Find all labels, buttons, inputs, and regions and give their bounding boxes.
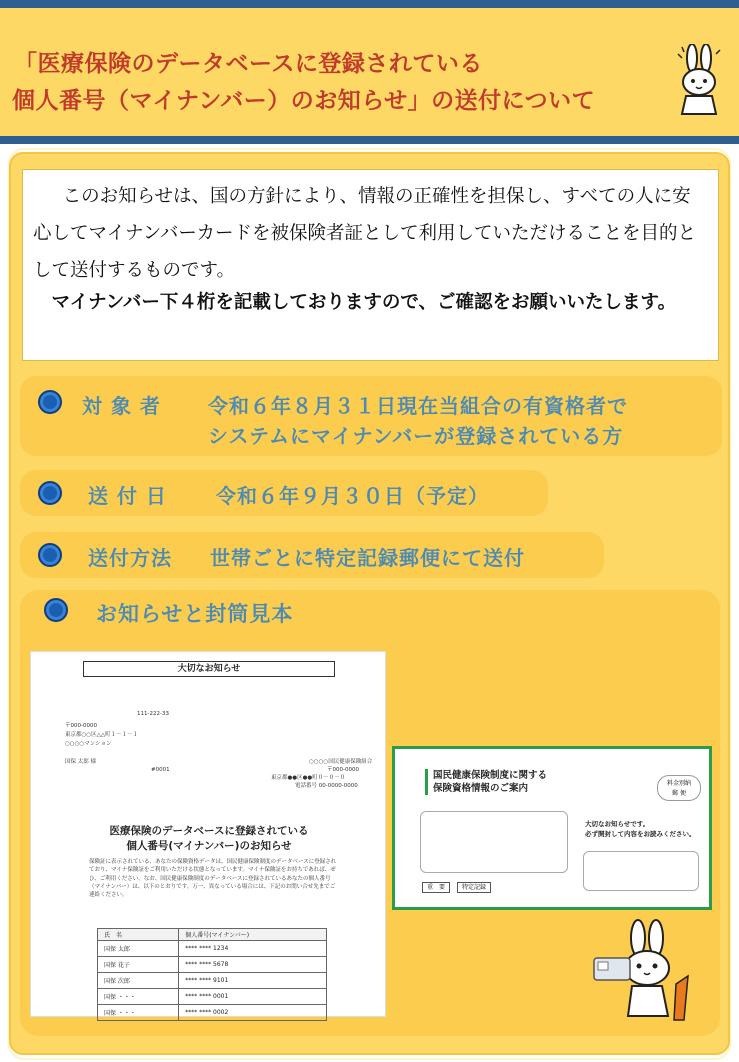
letter-recipient: 国保 太郎 様: [65, 759, 96, 765]
table-header-row: [98, 929, 327, 941]
table-cell: **** **** 5678: [179, 957, 327, 973]
letter-address1: 東京都○○区△△町１－１－１: [65, 732, 139, 738]
bullet-dot-icon: [38, 390, 62, 414]
mynumber-table: [97, 928, 327, 1021]
table-cell: **** **** 0001: [179, 989, 327, 1005]
letter-sender2: 〒000-0000: [327, 767, 359, 773]
intro-paragraph: このお知らせは、国の方針により、情報の正確性を担保し、すべての人に安心してマイナンバーカードを被保険者証として利用していただけることを目的として送付するものです。: [33, 186, 697, 281]
envelope-title: [425, 769, 547, 795]
target-label: 対 象 者: [82, 394, 161, 418]
table-cell: 国保 次郎: [98, 973, 179, 989]
important-tag: 重 要: [422, 882, 450, 893]
target-line1: 令和６年８月３１日現在当組合の有資格者で: [208, 394, 628, 418]
target-line2: システムにマイナンバーが登録されている方: [208, 424, 624, 448]
header-bottom-strip: [0, 136, 739, 144]
table-row: [98, 973, 327, 989]
table-header: 個人番号(マイナンバー): [179, 929, 327, 941]
target-item: [20, 376, 722, 456]
sample-letter: [30, 651, 386, 1017]
table-row: [98, 957, 327, 973]
table-cell: **** **** 0002: [179, 1005, 327, 1021]
letter-sender3: 東京都●●区●●町０－０－０: [271, 775, 346, 781]
address-window: [420, 811, 568, 873]
envelope-title-line1: 国民健康保険制度に関する: [433, 770, 548, 781]
envelope-title-line2: 保険資格情報のご案内: [433, 783, 529, 794]
letter-code: 111-222-33: [137, 711, 169, 717]
table-row: [98, 1005, 327, 1021]
envelope-note: [585, 819, 696, 839]
envelope-note-line1: 大切なお知らせです。: [585, 820, 650, 828]
letter-sender4: 電話番号 00-0000-0000: [295, 783, 358, 789]
table-cell: 国保 太郎: [98, 941, 179, 957]
send-date-item: [20, 470, 548, 516]
letter-number: #0001: [151, 767, 170, 773]
bullet-dot-icon: [44, 598, 68, 622]
mascot-rabbit-icon: [676, 44, 724, 118]
letter-address2: ○○○○マンション: [65, 741, 112, 747]
sender-window: [583, 851, 699, 891]
mascot-rabbit-card-icon: [592, 918, 702, 1028]
letter-heading1: 医療保険のデータベースに登録されている: [109, 825, 309, 837]
stamp-line2: 郵 便: [672, 790, 686, 797]
header-top-strip: [0, 0, 739, 8]
send-method-item: [20, 532, 604, 578]
envelope-note-line2: 必ず開封して内容をお読みください。: [585, 830, 696, 838]
method-label: 送付方法: [88, 546, 172, 570]
date-value: 令和６年９月３０日（予定）: [216, 484, 489, 508]
stamp-line1: 料金別納: [666, 780, 691, 787]
postage-stamp-mark: [657, 775, 701, 801]
table-cell: **** **** 9101: [179, 973, 327, 989]
intro-notice: マイナンバー下４桁を記載しておりますので、ご確認をお願いいたします。: [51, 292, 677, 313]
letter-postal: 〒000-0000: [65, 723, 97, 729]
table-cell: **** **** 1234: [179, 941, 327, 957]
table-cell: 国保 花子: [98, 957, 179, 973]
certified-mail-tag: 特定記録: [457, 882, 491, 893]
page-title: [14, 46, 694, 120]
method-value: 世帯ごとに特定記録郵便にて送付: [210, 546, 525, 570]
table-cell: 国保 ・・・: [98, 989, 179, 1005]
letter-sender1: ○○○○国民健康保険組合: [309, 759, 373, 765]
letter-title: 大切なお知らせ: [83, 661, 335, 677]
table-cell: 国保 ・・・: [98, 1005, 179, 1021]
table-row: [98, 989, 327, 1005]
page-title-line2: 個人番号（マイナンバー）のお知らせ」の送付について: [12, 88, 596, 114]
bullet-dot-icon: [38, 481, 62, 505]
sample-envelope: [392, 746, 712, 910]
table-row: [98, 941, 327, 957]
page-header: [0, 8, 739, 136]
letter-body: 保険証に表示されている、あなたの保険資格データは、国民健康保険制度のデータベースに登録されており、マイナ保険証をご利用いただける状態となっています。マイナ保険証をお持ちであれば、ぜひ、ご利用ください。なお、国民健康保険制度のデータベースに登録されているあなたの個人番号（マイナンバー）は、以下のとおりです。万一、異なっている場合には、下記のお問い合せ先までご連絡ください。: [89, 859, 337, 899]
table-header: 氏 名: [98, 929, 179, 941]
page-title-line1: 「医療保険のデータベースに登録されている: [14, 51, 483, 77]
sample-label: お知らせと封筒見本: [96, 602, 294, 626]
date-label: 送 付 日: [88, 484, 167, 508]
letter-heading2: 個人番号(マイナンバー)のお知らせ: [126, 840, 292, 852]
intro-box: [22, 169, 719, 361]
bullet-dot-icon: [38, 543, 62, 567]
